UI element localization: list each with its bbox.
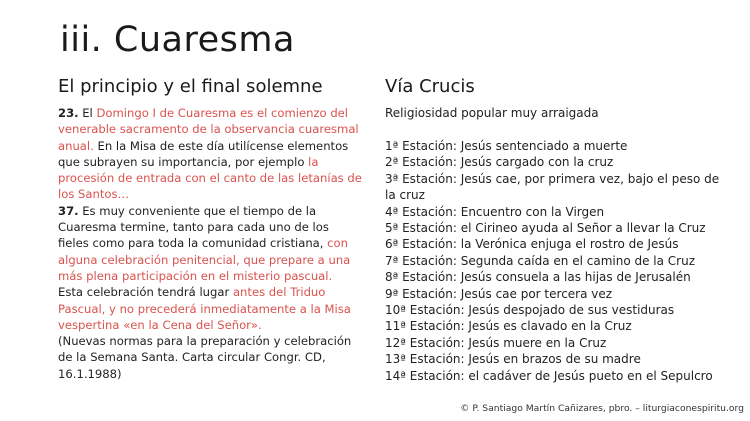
paragraph-37 [58,203,363,284]
station-item: 9ª Estación: Jesús cae por tercera vez [385,286,613,301]
left-column [58,76,363,382]
station-item: 7ª Estación: Segunda caída en el camino de la Cruz [385,253,696,268]
station-item: 4ª Estación: Encuentro con la Virgen [385,204,605,219]
station-item: 1ª Estación: Jesús sentenciado a muerte [385,139,628,153]
paragraph-text: Es muy conveniente que el tiempo de la Cuaresma termine, tanto para cada uno de los fieles como para toda la comunidad cristiana, [58,203,329,251]
right-subtitle: Religiosidad popular muy arraigada [385,106,599,120]
station-item: 8ª Estación: Jesús consuela a las hijas de Jerusalén [385,270,691,285]
station-item: 10ª Estación: Jesús despojado de sus vestiduras [385,303,675,318]
station-item: 6ª Estación: la Verónica enjuga el rostro de Jesús [385,237,679,252]
left-heading: El principio y el final solemne [58,76,323,97]
station-item: 2ª Estación: Jesús cargado con la cruz [385,155,614,170]
paragraph-text: En la Misa de este día utilícense elementos que subrayen su importancia, por ejemplo [58,138,349,169]
station-item: 11ª Estación: Jesús es clavado en la Cruz [385,319,632,334]
right-column [385,76,725,384]
station-item: 5ª Estación: el Cirineo ayuda al Señor a llevar la Cruz [385,221,706,236]
paragraph-23 [58,105,363,203]
slide-title: iii. Cuaresma [60,20,295,60]
station-item: 12ª Estación: Jesús muere en la Cruz [385,335,607,350]
footer-credit: © P. Santiago Martín Cañizares, pbro. – liturgiaconespiritu.org [460,403,744,414]
paragraph-text: Esta celebración tendrá lugar [58,285,233,300]
paragraph-number: 23. [58,106,79,120]
highlighted-text: Domingo I de Cuaresma es el comienzo del venerable sacramento de la observancia cuaresmal anual. [58,106,359,153]
paragraph-celebracion [58,284,363,333]
station-item: 13ª Estación: Jesús en brazos de su madre [385,352,641,367]
right-heading: Vía Crucis [385,76,475,97]
paragraph-text: El [78,106,97,120]
stations-list [385,138,725,384]
highlighted-text: con alguna celebración penitencial, que prepare a una más plena participación en el misterio pascual. [58,236,351,283]
source-note: (Nuevas normas para la preparación y celebración de la Semana Santa. Carta circular Congr. CD, 16.1.1988) [58,334,352,381]
highlighted-text: antes del Triduo Pascual, y no precederá inmediatamente a la Misa vespertina «en la Cena del Señor». [58,285,351,332]
highlighted-text: la procesión de entrada con el canto de las letanías de los Santos… [58,154,362,202]
station-item: 14ª Estación: el cadáver de Jesús pueto en el Sepulcro [385,368,713,383]
paragraph-number: 37. [58,203,79,218]
station-item: 3ª Estación: Jesús cae, por primera vez, bajo el peso de la cruz [385,171,720,203]
